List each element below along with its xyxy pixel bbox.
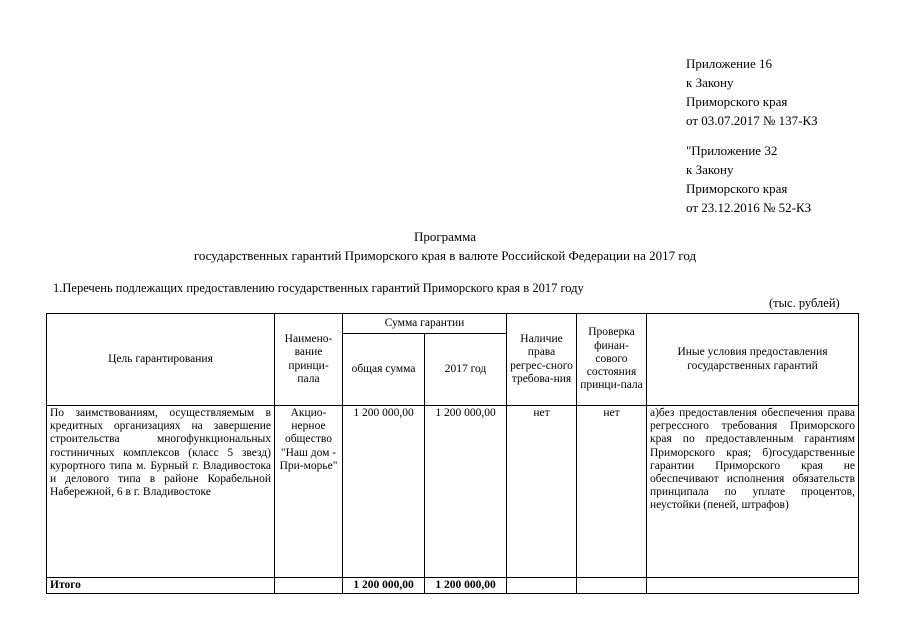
cell-recourse: нет [507,406,577,578]
cell-year-2017: 1 200 000,00 [425,406,507,578]
appendix-original [686,141,811,217]
total-empty-cell [275,578,343,594]
appendix-line: Приложение 16 [686,56,773,71]
guarantees-table [46,313,859,594]
appendix-current [686,54,818,130]
cell-financial-check: нет [577,406,647,578]
total-empty-cell [507,578,577,594]
appendix-line: к Закону [686,162,734,177]
total-year-2017-value: 1 200 000,00 [425,578,507,594]
total-sum-value: 1 200 000,00 [343,578,425,594]
cell-total-sum: 1 200 000,00 [343,406,425,578]
appendix-line: "Приложение 32 [686,143,778,158]
cell-purpose: По заимствованиям, осуществляемым в кредитных организациях на завершение строительства многофункциональных гостиничных комплексов (класс 5 звезд) курортного типа м. Бурный г. Владивостока и делового типа в районе Корабельной Набережной, 6 в г. Владивостоке [47,406,275,578]
unit-label: (тыс. рублей) [769,296,840,310]
header-year-2017: 2017 год [425,334,507,406]
document-subtitle: государственных гарантий Приморского края в валюте Российской Федерации на 2017 год [193,248,697,263]
appendix-line: Приморского края [686,181,788,196]
header-principal: Наимено-вание принци-пала [275,314,343,406]
header-other-conditions: Иные условия предоставления государственных гарантий [647,314,859,406]
appendix-line: Приморского края [686,94,788,109]
header-financial-check: Проверка финан-сового состояния принци-пала [577,314,647,406]
cell-other-conditions: а)без предоставления обеспечения права регрессного требования Приморского края по предоставленным гарантиям Приморского края; б)государственные гарантии Приморского края не обеспечивают исполнения обязательств принципала по уплате процентов, неустойки (пеней, штрафов) [647,406,859,578]
total-label: Итого [47,578,275,594]
appendix-line: от 23.12.2016 № 52-КЗ [686,200,812,215]
header-total-sum: общая сумма [343,334,425,406]
section-heading: 1.Перечень подлежащих предоставлению государственных гарантий Приморского края в 2017 году [53,281,584,295]
header-purpose: Цель гарантирования [47,314,275,406]
appendix-line: от 03.07.2017 № 137-КЗ [686,113,818,128]
total-empty-cell [577,578,647,594]
header-recourse: Наличие права регрес-сного требова-ния [507,314,577,406]
appendix-line: к Закону [686,75,734,90]
cell-principal: Акцио-нерное общество "Наш дом - При-морье" [275,406,343,578]
header-guarantee-sum: Сумма гарантии [343,314,507,334]
document-title: Программа [413,229,477,244]
total-empty-cell [647,578,859,594]
